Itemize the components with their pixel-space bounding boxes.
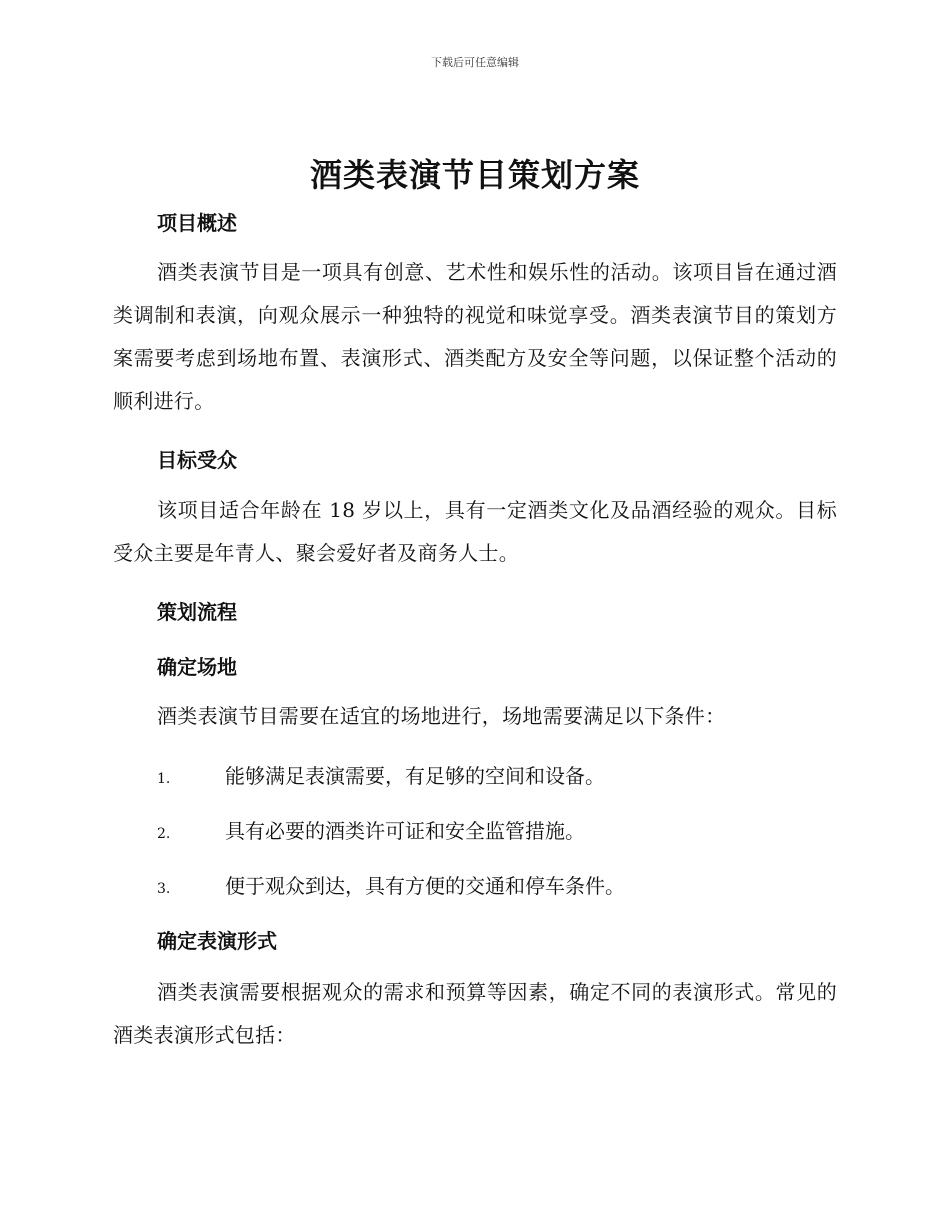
header-note: 下载后可任意编辑: [431, 56, 519, 69]
list-item: [157, 760, 837, 789]
list-number: 3.: [157, 881, 171, 897]
list-number: 2.: [157, 826, 171, 842]
list-text: 能够满足表演需要，有足够的空间和设备。: [225, 764, 605, 788]
heading-audience: 目标受众: [157, 448, 237, 472]
heading-overview: 项目概述: [157, 211, 237, 235]
heading-format: 确定表演形式: [157, 929, 277, 953]
list-text: 具有必要的酒类许可证和安全监管措施。: [225, 819, 585, 843]
paragraph-audience: 该项目适合年龄在 18 岁以上，具有一定酒类文化及品酒经验的观众。目标受众主要是年青人、聚会爱好者及商务人士。: [113, 498, 837, 565]
heading-process: 策划流程: [157, 600, 237, 624]
heading-venue: 确定场地: [157, 655, 237, 679]
document-title: 酒类表演节目策划方案: [309, 156, 640, 194]
paragraph-format: 酒类表演需要根据观众的需求和预算等因素，确定不同的表演形式。常见的酒类表演形式包括：: [113, 980, 837, 1047]
list-item: [157, 870, 837, 899]
paragraph-overview: 酒类表演节目是一项具有创意、艺术性和娱乐性的活动。该项目旨在通过酒类调制和表演，向观众展示一种独特的视觉和味觉享受。酒类表演节目的策划方案需要考虑到场地布置、表演形式、酒类配方及安全等问题，以保证整个活动的顺利进行。: [113, 260, 837, 413]
list-number: 1.: [157, 771, 171, 787]
paragraph-venue-intro: 酒类表演节目需要在适宜的场地进行，场地需要满足以下条件：: [157, 704, 726, 728]
list-text: 便于观众到达，具有方便的交通和停车条件。: [225, 874, 625, 898]
list-item: [157, 815, 837, 844]
